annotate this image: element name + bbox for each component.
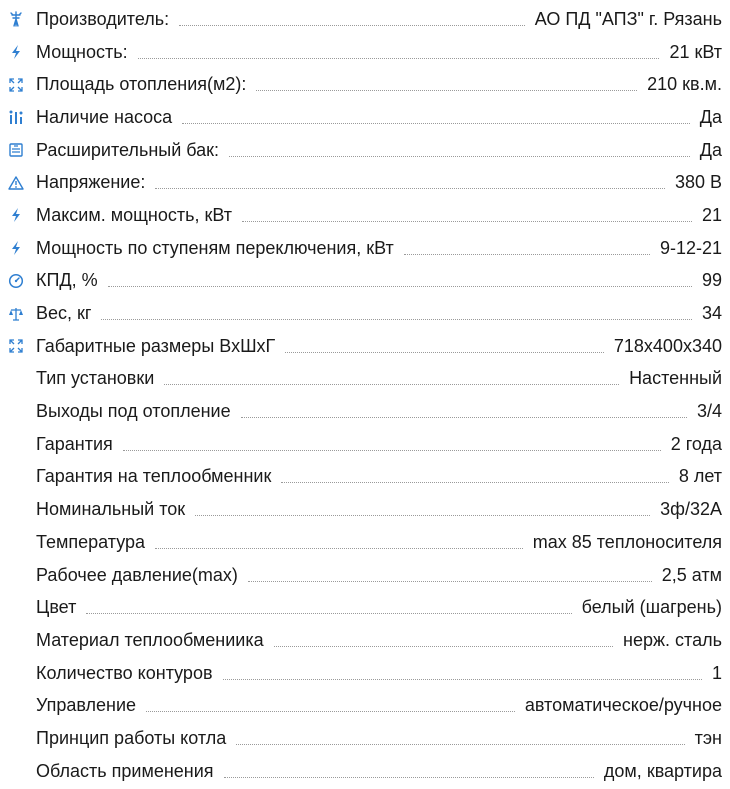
spec-value: 380 В (674, 172, 722, 193)
spec-value: max 85 теплоносителя (532, 531, 722, 552)
spec-row (0, 526, 730, 559)
dotted-leader (236, 744, 684, 745)
spec-label: Цвет (36, 597, 77, 618)
dotted-leader (242, 221, 692, 222)
spec-value: Да (699, 139, 722, 160)
dotted-leader (281, 482, 668, 483)
dotted-leader (274, 646, 613, 647)
spec-row (0, 395, 730, 428)
dotted-leader (241, 417, 687, 418)
spec-row (0, 559, 730, 592)
spec-label: Гарантия на теплообменник (36, 466, 272, 487)
dotted-leader (101, 319, 692, 320)
spec-value: Да (699, 106, 722, 127)
dotted-leader (404, 254, 650, 255)
spec-label: КПД, % (36, 270, 98, 291)
spec-value: белый (шагрень) (581, 597, 722, 618)
spec-label: Температура (36, 531, 146, 552)
spec-value: 1 (711, 662, 722, 683)
spec-value: тэн (694, 727, 722, 748)
spec-value: 2 года (670, 433, 722, 454)
expand-icon (8, 77, 24, 93)
spec-label: Рабочее давление(max) (36, 564, 238, 585)
spec-row (0, 232, 730, 265)
spec-label: Материал теплообмениика (36, 629, 264, 650)
spec-row (0, 461, 730, 494)
spec-row (0, 657, 730, 690)
spec-row (0, 68, 730, 101)
spec-label: Габаритные размеры ВхШхГ (36, 335, 276, 356)
spec-row (0, 199, 730, 232)
spec-label: Принцип работы котла (36, 727, 227, 748)
spec-label: Тип установки (36, 368, 155, 389)
spec-label: Наличие насоса (36, 106, 173, 127)
spec-label: Выходы под отопление (36, 401, 231, 422)
dotted-leader (195, 515, 650, 516)
lightning-icon (8, 44, 24, 60)
spec-row (0, 689, 730, 722)
spec-value: 21 кВт (669, 41, 722, 62)
spec-row (0, 166, 730, 199)
spec-row (0, 755, 730, 788)
spec-row (0, 101, 730, 134)
dotted-leader (164, 384, 619, 385)
spec-label: Область применения (36, 760, 214, 781)
spec-label: Площадь отопления(м2): (36, 74, 247, 95)
dotted-leader (155, 188, 665, 189)
spec-value: 3/4 (696, 401, 722, 422)
dotted-leader (229, 156, 690, 157)
spec-row (0, 591, 730, 624)
spec-label: Расширительный бак: (36, 139, 220, 160)
dotted-leader (256, 90, 637, 91)
spec-value: 8 лет (678, 466, 722, 487)
spec-row (0, 265, 730, 298)
spec-label: Гарантия (36, 433, 113, 454)
spec-label: Производитель: (36, 8, 170, 29)
spec-value: 3ф/32А (660, 499, 722, 520)
spec-row (0, 493, 730, 526)
warning-icon (8, 175, 24, 191)
spec-row (0, 428, 730, 461)
expand-icon (8, 338, 24, 354)
spec-label: Управление (36, 695, 137, 716)
spec-value: 34 (701, 303, 722, 324)
spec-value: 21 (701, 204, 722, 225)
dotted-leader (108, 286, 692, 287)
spec-value: 210 кв.м. (647, 74, 722, 95)
spec-value: 718x400x340 (613, 335, 722, 356)
dotted-leader (248, 581, 652, 582)
spec-label: Максим. мощность, кВт (36, 204, 233, 225)
dotted-leader (182, 123, 690, 124)
spec-value: автоматическое/ручное (524, 695, 722, 716)
spec-row (0, 330, 730, 363)
dotted-leader (86, 613, 571, 614)
gauge-icon (8, 273, 24, 289)
spec-label: Вес, кг (36, 303, 92, 324)
spec-value: дом, квартира (603, 760, 722, 781)
dotted-leader (224, 777, 594, 778)
spec-value: 2,5 атм (661, 564, 722, 585)
tower-icon (8, 11, 24, 27)
spec-value: Настенный (629, 368, 722, 389)
spec-label: Мощность по ступеням переключения, кВт (36, 237, 394, 258)
spec-row (0, 134, 730, 167)
spec-row (0, 722, 730, 755)
dotted-leader (146, 711, 515, 712)
spec-value: 99 (701, 270, 722, 291)
spec-row (0, 624, 730, 657)
spec-row (0, 363, 730, 396)
dotted-leader (179, 25, 525, 26)
spec-label: Количество контуров (36, 662, 213, 683)
spec-value: нерж. сталь (623, 629, 722, 650)
dotted-leader (138, 58, 660, 59)
spec-label: Напряжение: (36, 172, 146, 193)
spec-value: 9-12-21 (659, 237, 722, 258)
dotted-leader (285, 352, 604, 353)
scales-icon (8, 306, 24, 322)
lightning-icon (8, 207, 24, 223)
dotted-leader (155, 548, 523, 549)
spec-value: АО ПД "АПЗ" г. Рязань (534, 8, 722, 29)
dotted-leader (123, 450, 661, 451)
lightning-icon (8, 240, 24, 256)
tank-icon (8, 142, 24, 158)
spec-row (0, 36, 730, 69)
spec-label: Номинальный ток (36, 499, 186, 520)
dotted-leader (223, 679, 702, 680)
spec-row (0, 297, 730, 330)
pump-icon (8, 109, 24, 125)
spec-row (0, 3, 730, 36)
spec-label: Мощность: (36, 41, 128, 62)
